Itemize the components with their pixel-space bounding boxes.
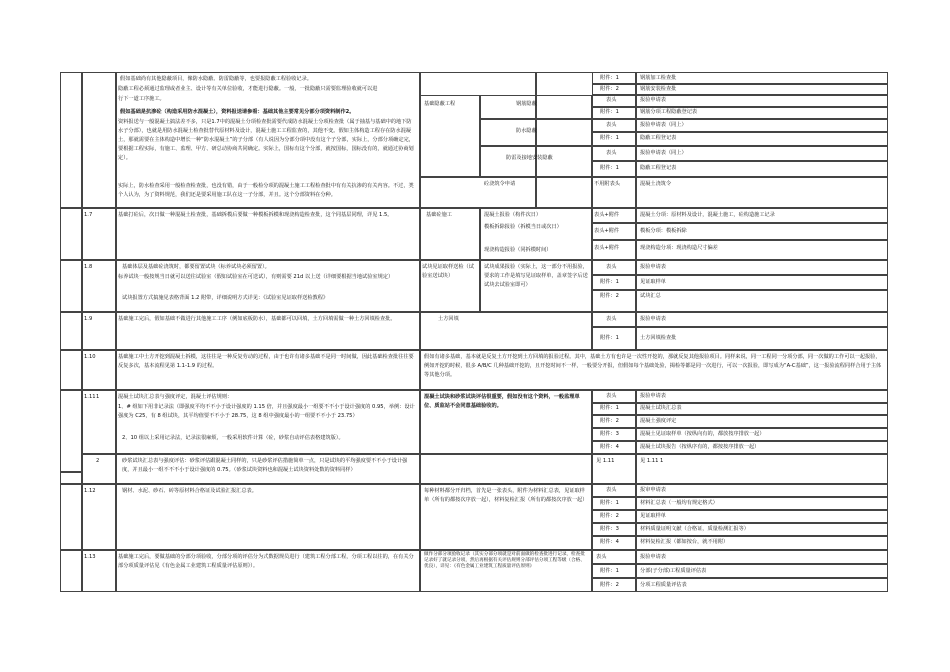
b1-row-desc: 报验申请表（同上） <box>640 150 687 156</box>
row-1-13-r <box>636 550 888 564</box>
sub-line: 混凝土试块汇总表与强度评定，混凝土评估规则： <box>118 394 233 400</box>
b1-row <box>636 95 888 107</box>
row-r-desc: 见 1.11 1 <box>640 458 664 464</box>
row-1-8-r <box>636 290 888 312</box>
sub-line: 2、10 组以上采用记录法，记录法很麻烦，一般采用软件计算（砼，砂浆自动评估表格建筑版）。 <box>122 435 344 441</box>
row-1-11-number-tail <box>60 472 82 484</box>
row-r-label: 附件：2 <box>600 582 619 588</box>
row-r-desc: 混凝土试块报告（按纵序有的，都按按序排放一起） <box>640 444 760 450</box>
row-r-desc: 混凝土分项：原材料及设计，混凝土施工，砼构造施工记录 <box>640 212 775 218</box>
sub-number: 1 <box>96 394 100 400</box>
row-r-label: 附件：2 <box>600 293 619 299</box>
row-number: 1.8 <box>84 264 93 270</box>
row-r-label: 表头+附件 <box>594 212 620 218</box>
row-r-label: 附件：4 <box>600 539 619 545</box>
row-text-line: 试块报置方式搞施见表格背面 1.2 附带，详细说明方式详见：《试验室见证取样送检教程》 <box>122 295 329 301</box>
b1-final-col1: 不用附表头 <box>594 181 620 187</box>
block1-text-line: 隐蔽工程必须通过监理或者业主、设计等有关单位验收，才能进行隐蔽。一般，一批隐蔽只需要监理验收就可以进 <box>118 86 378 92</box>
row-number: 1.11 <box>84 394 96 400</box>
block1-text-line: 行下一道工序施工。 <box>118 96 165 102</box>
b1-row-desc: 钢筋分项工程隐蔽登记表 <box>640 109 698 115</box>
b1-final-row <box>636 177 888 208</box>
row-1-12 <box>60 484 82 550</box>
b1-row-desc: 钢筋加工检查批 <box>640 75 677 81</box>
row-r-desc: 见证取样单 <box>640 279 666 285</box>
row-r-desc: 混凝土强度评定 <box>640 418 677 424</box>
row-mid-title: 基础砼施工 <box>426 212 452 218</box>
row-mid-line: 试块成果报验（实际上，这一部分不用报验，要求的工作是填写见证取样单，盖章签字后送试块去试验室即可） <box>484 264 588 288</box>
row-r-desc: 试块汇总 <box>640 293 661 299</box>
row-mid-title: 土方回填 <box>438 316 459 322</box>
row-r-desc: 模板分项：模板拆除 <box>640 228 687 234</box>
b1-row-desc: 报验申请表 <box>640 97 666 103</box>
b1-row-desc: 报验申请表（同上） <box>640 122 687 128</box>
row-r-label: 附件：3 <box>600 431 619 437</box>
row-r-desc: 材料质量证明文献（合格证，质量检测汇报等） <box>640 526 749 532</box>
row-1-12-r <box>636 484 888 497</box>
row-1-9 <box>60 312 82 350</box>
row-text: 基础施工完后，要做基础的分部分项验收，分部分项的评估分为式数据规员进行（建筑工程分部工程，分项工程以往的，在有关分部分项质量评估见《有色金属工业建筑工程质量评估原则》）。 <box>118 554 414 569</box>
row-mid-line: 现浇构造报验（同拆模时间） <box>484 247 552 253</box>
row-r-label: 附件：1 <box>600 335 619 341</box>
row-r-label: 表头 <box>606 487 617 493</box>
row-mid-line: 做作分部分项验收记录（其实分部分项就是对前面做的检查批进行记录，检查批记录好了就记录分项，然后再根据有关评估规则分部评估分项工程等级（合格、优良），详见：《有色金属工业建筑工程质量评估原则》 <box>424 552 585 569</box>
row-1-11 <box>60 390 82 472</box>
row-r-label: 附件：2 <box>600 418 619 424</box>
row-r-label: 附件：3 <box>600 526 619 532</box>
row-r-desc: 材料汇总表（一般均有规定格式） <box>640 500 718 506</box>
b1-sub-name: 防雷及接地安装隐蔽 <box>506 155 553 161</box>
b1-row-desc: 隐蔽工程登记表 <box>640 165 677 171</box>
row-r-desc: 报验申请表 <box>640 554 666 560</box>
row-r-desc: 现浇构造分项：现浇构造尺寸偏差 <box>640 245 718 251</box>
row-number: 1.13 <box>84 554 96 560</box>
row-text-line: 基础体层及基础砼浇筑时，都要留置试块（标养试块必须留置）。 <box>122 264 270 270</box>
row-mid-line: 模板拆除报验（拆模当日或次日） <box>484 224 562 230</box>
row-r-label: 表头 <box>596 554 607 560</box>
sub-number: 2 <box>96 458 100 464</box>
sub-line: 砂浆试块汇总表与强度评估：砂浆评估跟混凝土同样的，只是砂浆评估措施简单一点，只是试块的平均强度要不不小于设计强度，并且最小一组不不不小于设计强度的 0.75。（砂浆试块资料也和混凝土试块资料处数的资料同样） <box>122 458 408 473</box>
block1-body-para: 实际上，防水检查采用一般检查检查批，也没有错，由于一般检分项的混凝土施工工程检查批中有有关抗渗的有关内容。不过，类个人认为，为了资料规范，我们还是要采用施工队在这一子分部，并且。这个分部资料在分种。 <box>118 183 414 198</box>
row-1-11-r2 <box>636 454 888 484</box>
row-mid-title: 试块见证取样送检（试验室送试块） <box>422 264 474 279</box>
row-r-label: 表头+附件 <box>594 245 620 251</box>
row-r-desc: 分部(子分部)工程质量评估表 <box>640 568 707 574</box>
row-r-label: 见 1.11 <box>596 458 615 464</box>
b1-final-col2: 混凝土浇筑令 <box>640 181 672 187</box>
row-number: 1.10 <box>84 354 96 360</box>
block1-col-sub <box>82 72 116 208</box>
row-r-desc: 报审申请表 <box>640 487 666 493</box>
b1-final-col0: 砼浇筑令申请 <box>484 181 516 187</box>
b1-row-label: 附件：1 <box>600 165 619 171</box>
document-page <box>60 72 888 616</box>
row-r-label: 附件：1 <box>600 279 619 285</box>
b1-group-title: 基础隐蔽工程 <box>424 101 456 107</box>
row-r-label: 附件：2 <box>600 513 619 519</box>
sub-line: 1、# 组如下用非记录法（即强度平均不不小于设计强度的 1.15 倍，并且强度最小一组要不不小于设计强度的 0.95，举例：设计强度为 C25，有 8 组试块，其平均值要不不小于 28.75，这 8 组中强度最小的一组要不不小于 23.75） <box>118 404 415 419</box>
row-1-8-r <box>636 260 888 275</box>
row-r-desc: 报验申请表 <box>640 393 666 399</box>
row-r-label: 附件：1 <box>600 405 619 411</box>
row-r-desc: 混凝土见证取样单（按纵向有的，都放按序排放一起） <box>640 431 765 437</box>
block1-text-line: 假如基础尚有其他隐蔽项目，像防水隐蔽、防雷隐蔽等，也要报隐蔽工程验收记录。 <box>120 76 312 82</box>
row-text: 基础施工中土方开挖到混凝土拆模，这往往是一种反复劳动的过程，由于也许有诸多基础不是同一时间做，因此基础检查批往往要反复多次，基本流程见第 1.1-1.9 的过程。 <box>118 354 414 369</box>
row-r-desc: 土方回填检查批 <box>640 335 677 341</box>
row-1-11-mid2 <box>420 454 592 484</box>
row-1-10 <box>60 350 82 390</box>
row-number: 1.9 <box>84 316 93 322</box>
row-mid-line: 混凝土报验（构件次日） <box>484 212 542 218</box>
b1-row-desc: 隐蔽工程登记表 <box>640 135 677 141</box>
row-r-label: 附件：1 <box>600 568 619 574</box>
row-1-8 <box>60 260 82 312</box>
row-r-label: 表头 <box>606 264 617 270</box>
row-r-desc: 分项工程质量评估表 <box>640 582 687 588</box>
row-1-12-r <box>636 510 888 523</box>
block1-body-para: 资料报送与一般混凝土搞法差不多，只是1.7中的混凝土分项检查批需要代成防水混凝土分项检查批（属于抽基与基础中的地下防水子分部），也就是用防水混凝土检查批替代原材料及设计，混凝土施工工程监查的，其他不变。假如主体构造工程存在防水混凝土，那就需要在主体构造中增长一种“防水混凝土”的子分部（有人说因为分部分项中没有这个子分部，实际上，分部分项确定完，要根据工程实际，有施工、监理、甲方、研总动协商共同确定。实际上，国标有这个分部，就按国标，国标没有的，就通过协商划定）。 <box>118 119 414 161</box>
b1-row-label: 表头 <box>606 150 617 156</box>
row-r-label: 表头+附件 <box>594 228 620 234</box>
row-mid-line: 每种材料都分开归档，首先是一张表头，附件为材料汇总表，见证取样单（所有的都按次序放一起），材料复检汇报（所有的都按次序放一起） <box>424 488 588 503</box>
b1-row-label: 附件：1 <box>600 135 619 141</box>
b1-row-label: 表头 <box>606 122 617 128</box>
row-text-right: 假如有诸多基础，基本就是反复土方开挖到土方回填的报验过程。其中，基础土方有也许是一次性开挖的，那就反复其他报验项目。同样来说，同一工程同一分项分部，同一次做的工作可以一起报验，例如开挖的时候，很多 A/B/C 几种基础开挖的，且开挖时间不一样，一般要分开报，但假如每个基础处验，揭检等都是同一次进行，可以一次报验，即写成为“A-C基础”，这一报验流程同样合用于主体等其他分项。 <box>424 354 882 378</box>
block1-bold-line: 假如基础是抗渗砼（构造采用防水混凝土），资料报送请参看：基础其他主要常见分部分项资料制作2。 <box>120 109 355 115</box>
row-text: 基础施工完后，假如基础不做进行其他施工工序（例如底板防水），基础都可以回填，土方回填需做一种土方回填检查批。 <box>118 316 396 322</box>
b1-row-label: 表头 <box>606 97 617 103</box>
row-number: 1.7 <box>84 212 93 218</box>
row-text-line: 标养试块一般按规当日就可以送往试验室（假如试验室在可送试），有则需要 21d 以上送（详细要根据当地试验室规定） <box>118 274 394 280</box>
row-number: 1.12 <box>84 488 96 494</box>
b1-row-label: 附件：1 <box>600 75 619 81</box>
row-1-8-r <box>636 275 888 290</box>
row-1-9-r <box>636 312 888 327</box>
row-r-desc: 报验申请表 <box>640 316 666 322</box>
row-r-desc: 见证取样单 <box>640 513 666 519</box>
row-r-label: 表头 <box>606 316 617 322</box>
row-1-7 <box>60 208 82 260</box>
b1-row-label: 附件：1 <box>600 109 619 115</box>
b1-sub-name: 防水隐蔽 <box>516 128 537 134</box>
row-r-label: 附件：4 <box>600 444 619 450</box>
row-r-desc: 报验申请表 <box>640 264 666 270</box>
b1-row-desc: 钢筋安装检查批 <box>640 86 677 92</box>
row-r-desc: 混凝土试块汇总表 <box>640 405 682 411</box>
b1-sub-name: 钢筋隐蔽 <box>516 101 537 107</box>
b1-row-label: 附件：2 <box>600 86 619 92</box>
row-r-desc: 材料复检汇报（都如按台，就不用附） <box>640 539 729 545</box>
row-1-11-r <box>636 390 888 403</box>
row-text: 钢材、水泥、砂石、砖等原材料合格证及试验汇报汇总表。 <box>122 488 257 494</box>
row-text: 基础打砼后，次日做一种混凝土检查批，基础拆模后要做一种模板拆模和现浇构造检查批，这个同基层同理，详见 1.5。 <box>118 212 393 218</box>
row-r-label: 表头 <box>606 393 617 399</box>
block1-col-number <box>60 72 82 208</box>
row-r-label: 附件：1 <box>600 500 619 506</box>
sub-note: 混凝土试块和砂浆试块评估很重要，假如没有这个资料，一般监理单位、质监站不会同意基础验收的。 <box>424 394 580 409</box>
row-1-13 <box>60 550 82 592</box>
